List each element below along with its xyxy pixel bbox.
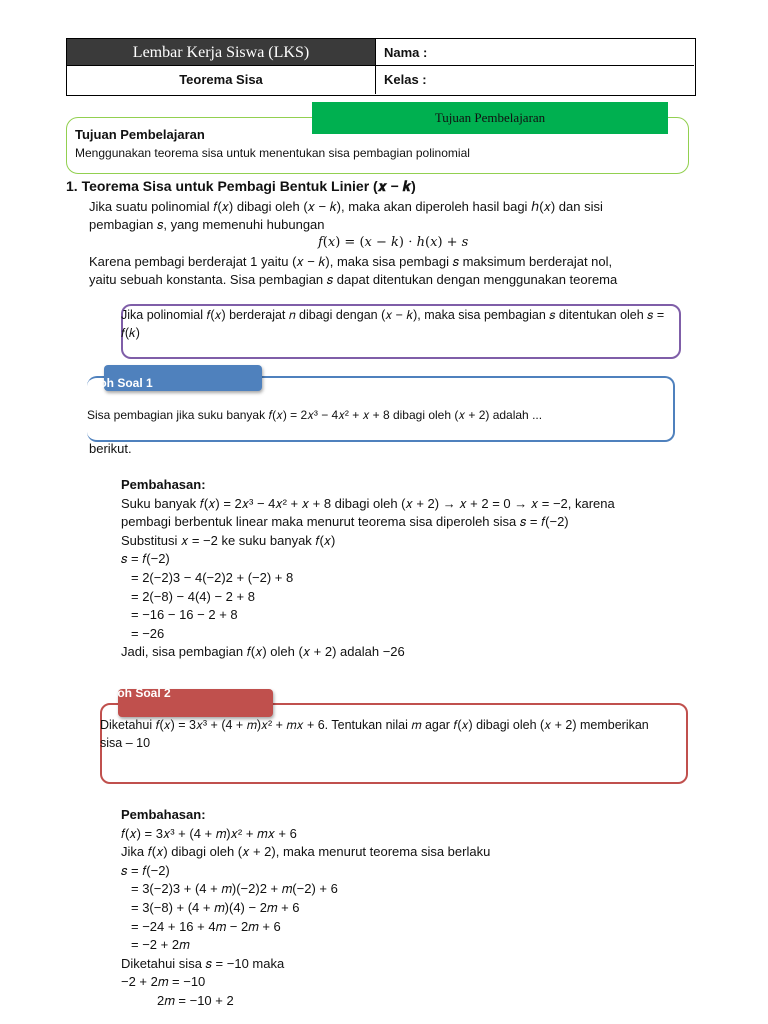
solution-line: 𝑓(𝑥) = 3𝑥³ + (4 + 𝑚)𝑥² + 𝑚𝑥 + 6	[121, 825, 297, 841]
section-1-title: 1. Teorema Sisa untuk Pembagi Bentuk Linier (𝒙 − 𝒌)	[66, 178, 416, 194]
section-1-paragraph-line: Karena pembagi berderajat 1 yaitu (𝑥 − 𝑘), maka sisa pembagi 𝑠 maksimum berderajat nol,	[89, 254, 613, 269]
solution-line: = 2(−8) − 4(4) − 2 + 8	[131, 588, 255, 604]
solution-line: pembagi berbentuk linear maka menurut teorema sisa diperoleh sisa 𝑠 = 𝑓(−2)	[121, 514, 569, 530]
theorem-statement: Jika polinomial 𝑓(𝑥) berderajat 𝑛 dibagi dengan (𝑥 − 𝑘), maka sisa pembagian 𝑠 ditentukan oleh 𝑠 = 𝑓(𝑘)	[121, 308, 665, 340]
example-1-label: ntoh Soal 1	[88, 376, 153, 390]
section-1-paragraph-line: yaitu sebuah konstanta. Sisa pembagian 𝑠 dapat ditentukan dengan menggunakan teorema	[89, 272, 618, 287]
learning-goal-text: Menggunakan teorema sisa untuk menentukan sisa pembagian polinomial	[75, 146, 470, 160]
topic-title: Teorema Sisa	[67, 66, 376, 94]
learning-goal-tab: Tujuan Pembelajaran	[312, 102, 668, 134]
example-1-question: Sisa pembagian jika suku banyak 𝑓(𝑥) = 2𝑥³ − 4𝑥² + 𝑥 + 8 dibagi oleh (𝑥 + 2) adalah ...	[87, 408, 543, 422]
section-1-paragraph-line: pembagian 𝑠, yang memenuhi hubungan	[89, 217, 325, 232]
name-field-label: Nama :	[376, 39, 694, 66]
example-2-label: ntoh Soal 2	[106, 686, 171, 700]
solution-line: = −16 − 16 − 2 + 8	[131, 607, 238, 623]
solution-line: = 3(−2)3 + (4 + 𝑚)(−2)2 + 𝑚(−2) + 6	[131, 881, 338, 897]
solution-line: = 2(−2)3 − 4(−2)2 + (−2) + 8	[131, 569, 294, 585]
solution-title: Pembahasan:	[121, 807, 206, 822]
learning-goal-title: Tujuan Pembelajaran	[75, 127, 205, 142]
remainder-formula: 𝑓(𝑥) = (𝑥 − 𝑘) ⋅ ℎ(𝑥) + 𝑠	[318, 235, 469, 250]
example-2-question: Diketahui 𝑓(𝑥) = 3𝑥³ + (4 + 𝑚)𝑥² + 𝑚𝑥 + 6. Tentukan nilai 𝑚 agar 𝑓(𝑥) dibagi oleh (𝑥 + 2) memberikan sisa – 10	[100, 718, 649, 750]
section-1-continuation: berikut.	[89, 441, 132, 456]
solution-line: = −26	[131, 625, 165, 641]
solution-line: Jadi, sisa pembagian 𝑓(𝑥) oleh (𝑥 + 2) adalah −26	[121, 644, 405, 660]
solution-title: Pembahasan:	[121, 477, 206, 492]
solution-line: = 3(−8) + (4 + 𝑚)(4) − 2𝑚 + 6	[131, 899, 300, 915]
solution-line: 2𝑚 = −10 + 2	[157, 992, 234, 1008]
class-field-label: Kelas :	[384, 72, 427, 87]
solution-line: 𝑠 = 𝑓(−2)	[121, 551, 170, 567]
solution-line: Substitusi 𝑥 = −2 ke suku banyak 𝑓(𝑥)	[121, 532, 336, 548]
section-1-paragraph-line: Jika suatu polinomial 𝑓(𝑥) dibagi oleh (𝑥 − 𝑘), maka akan diperoleh hasil bagi ℎ(𝑥) dan sisi	[89, 199, 603, 214]
solution-line: Diketahui sisa 𝑠 = −10 maka	[121, 955, 285, 971]
worksheet-title: Lembar Kerja Siswa (LKS)	[67, 39, 376, 66]
solution-line: 𝑠 = 𝑓(−2)	[121, 862, 170, 878]
example-1-solution	[121, 476, 615, 662]
solution-line: Suku banyak 𝑓(𝑥) = 2𝑥³ − 4𝑥² + 𝑥 + 8 dibagi oleh (𝑥 + 2) → 𝑥 + 2 = 0 → 𝑥 = −2, karena	[121, 495, 615, 511]
solution-line: = −2 + 2𝑚	[131, 937, 190, 953]
solution-line: = −24 + 16 + 4𝑚 − 2𝑚 + 6	[131, 918, 281, 934]
example-2-solution	[121, 806, 490, 1011]
solution-line: Jika 𝑓(𝑥) dibagi oleh (𝑥 + 2), maka menurut teorema sisa berlaku	[121, 844, 491, 860]
header-table	[66, 38, 696, 96]
solution-line: −2 + 2𝑚 = −10	[121, 974, 206, 990]
